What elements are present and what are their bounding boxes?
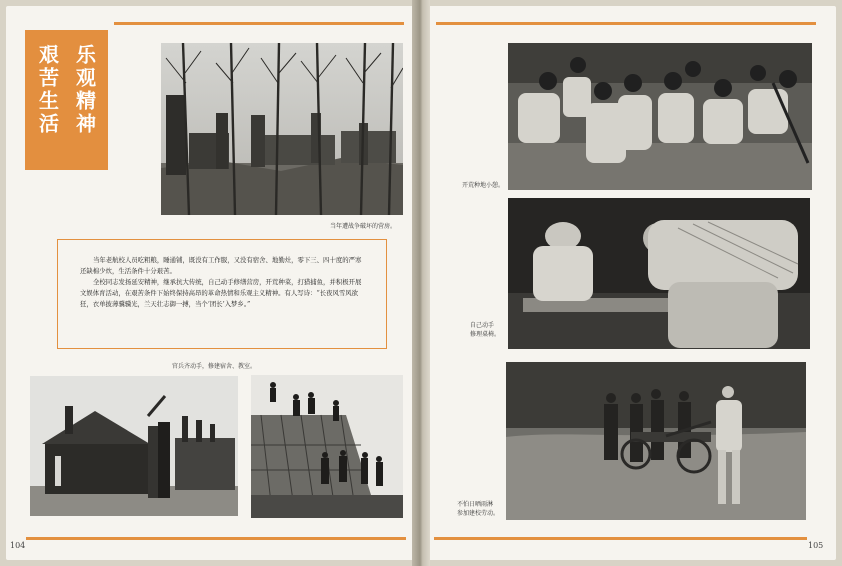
title-column-left: 艰苦生活 bbox=[35, 44, 60, 136]
caption-land-clearing: 开荒种地小憩。 bbox=[462, 182, 505, 189]
photo-roof-builders bbox=[251, 375, 403, 518]
photo-ruined-barracks bbox=[161, 43, 403, 215]
caption-ruined-barracks: 当年遭战争破坏的营房。 bbox=[330, 223, 397, 230]
bottom-rule-left bbox=[26, 537, 406, 540]
title-box bbox=[25, 30, 108, 170]
title-column-right: 乐观精神 bbox=[72, 44, 97, 136]
caption-pulling-cart bbox=[457, 500, 507, 518]
photo-houses-under-construction bbox=[30, 376, 238, 516]
page-number-left: 104 bbox=[10, 541, 26, 550]
photo-pulling-cart bbox=[506, 362, 806, 520]
body-text-box bbox=[57, 239, 387, 349]
caption-cart-line-1: 不怕日晒雨淋 bbox=[457, 501, 494, 508]
body-paragraph-1: 当年老航校人员吃粗粮，睡通铺，既没有工作服，又没有宿舍、地勤灶，零下三、四十度的严寒还缺棉少炊，生活条件十分艰苦。 bbox=[80, 256, 362, 275]
top-rule-right bbox=[436, 22, 816, 25]
caption-cart-line-2: 参加建校劳动。 bbox=[457, 510, 500, 517]
caption-repairing-line-2: 修理桌椅。 bbox=[470, 331, 501, 338]
book-gutter bbox=[412, 0, 430, 566]
bottom-rule-right bbox=[434, 537, 807, 540]
caption-building-work: 官兵齐动手，修建宿舍、教室。 bbox=[172, 363, 257, 370]
page-number-right: 105 bbox=[808, 541, 824, 550]
caption-repairing-furniture bbox=[470, 321, 510, 339]
top-rule-left bbox=[114, 22, 404, 25]
body-paragraph-2: 全校同志发扬延安精神，继承抗大传统，自己动手修缮营房，开荒种菜，打猎捕鱼，并积极开展文娱体育活动，在艰苦条件下始终保持高昂的革命热情和乐观主义精神。有人写诗：“长夜风雪风欲狂，衣单披薄骥骥光，兰天壮志御一搏，当个‘团长’入梦乡。” bbox=[80, 278, 362, 308]
photo-repairing-furniture bbox=[508, 198, 810, 349]
photo-resting-farmers bbox=[508, 43, 812, 190]
caption-repairing-line-1: 自己动手 bbox=[470, 322, 495, 329]
